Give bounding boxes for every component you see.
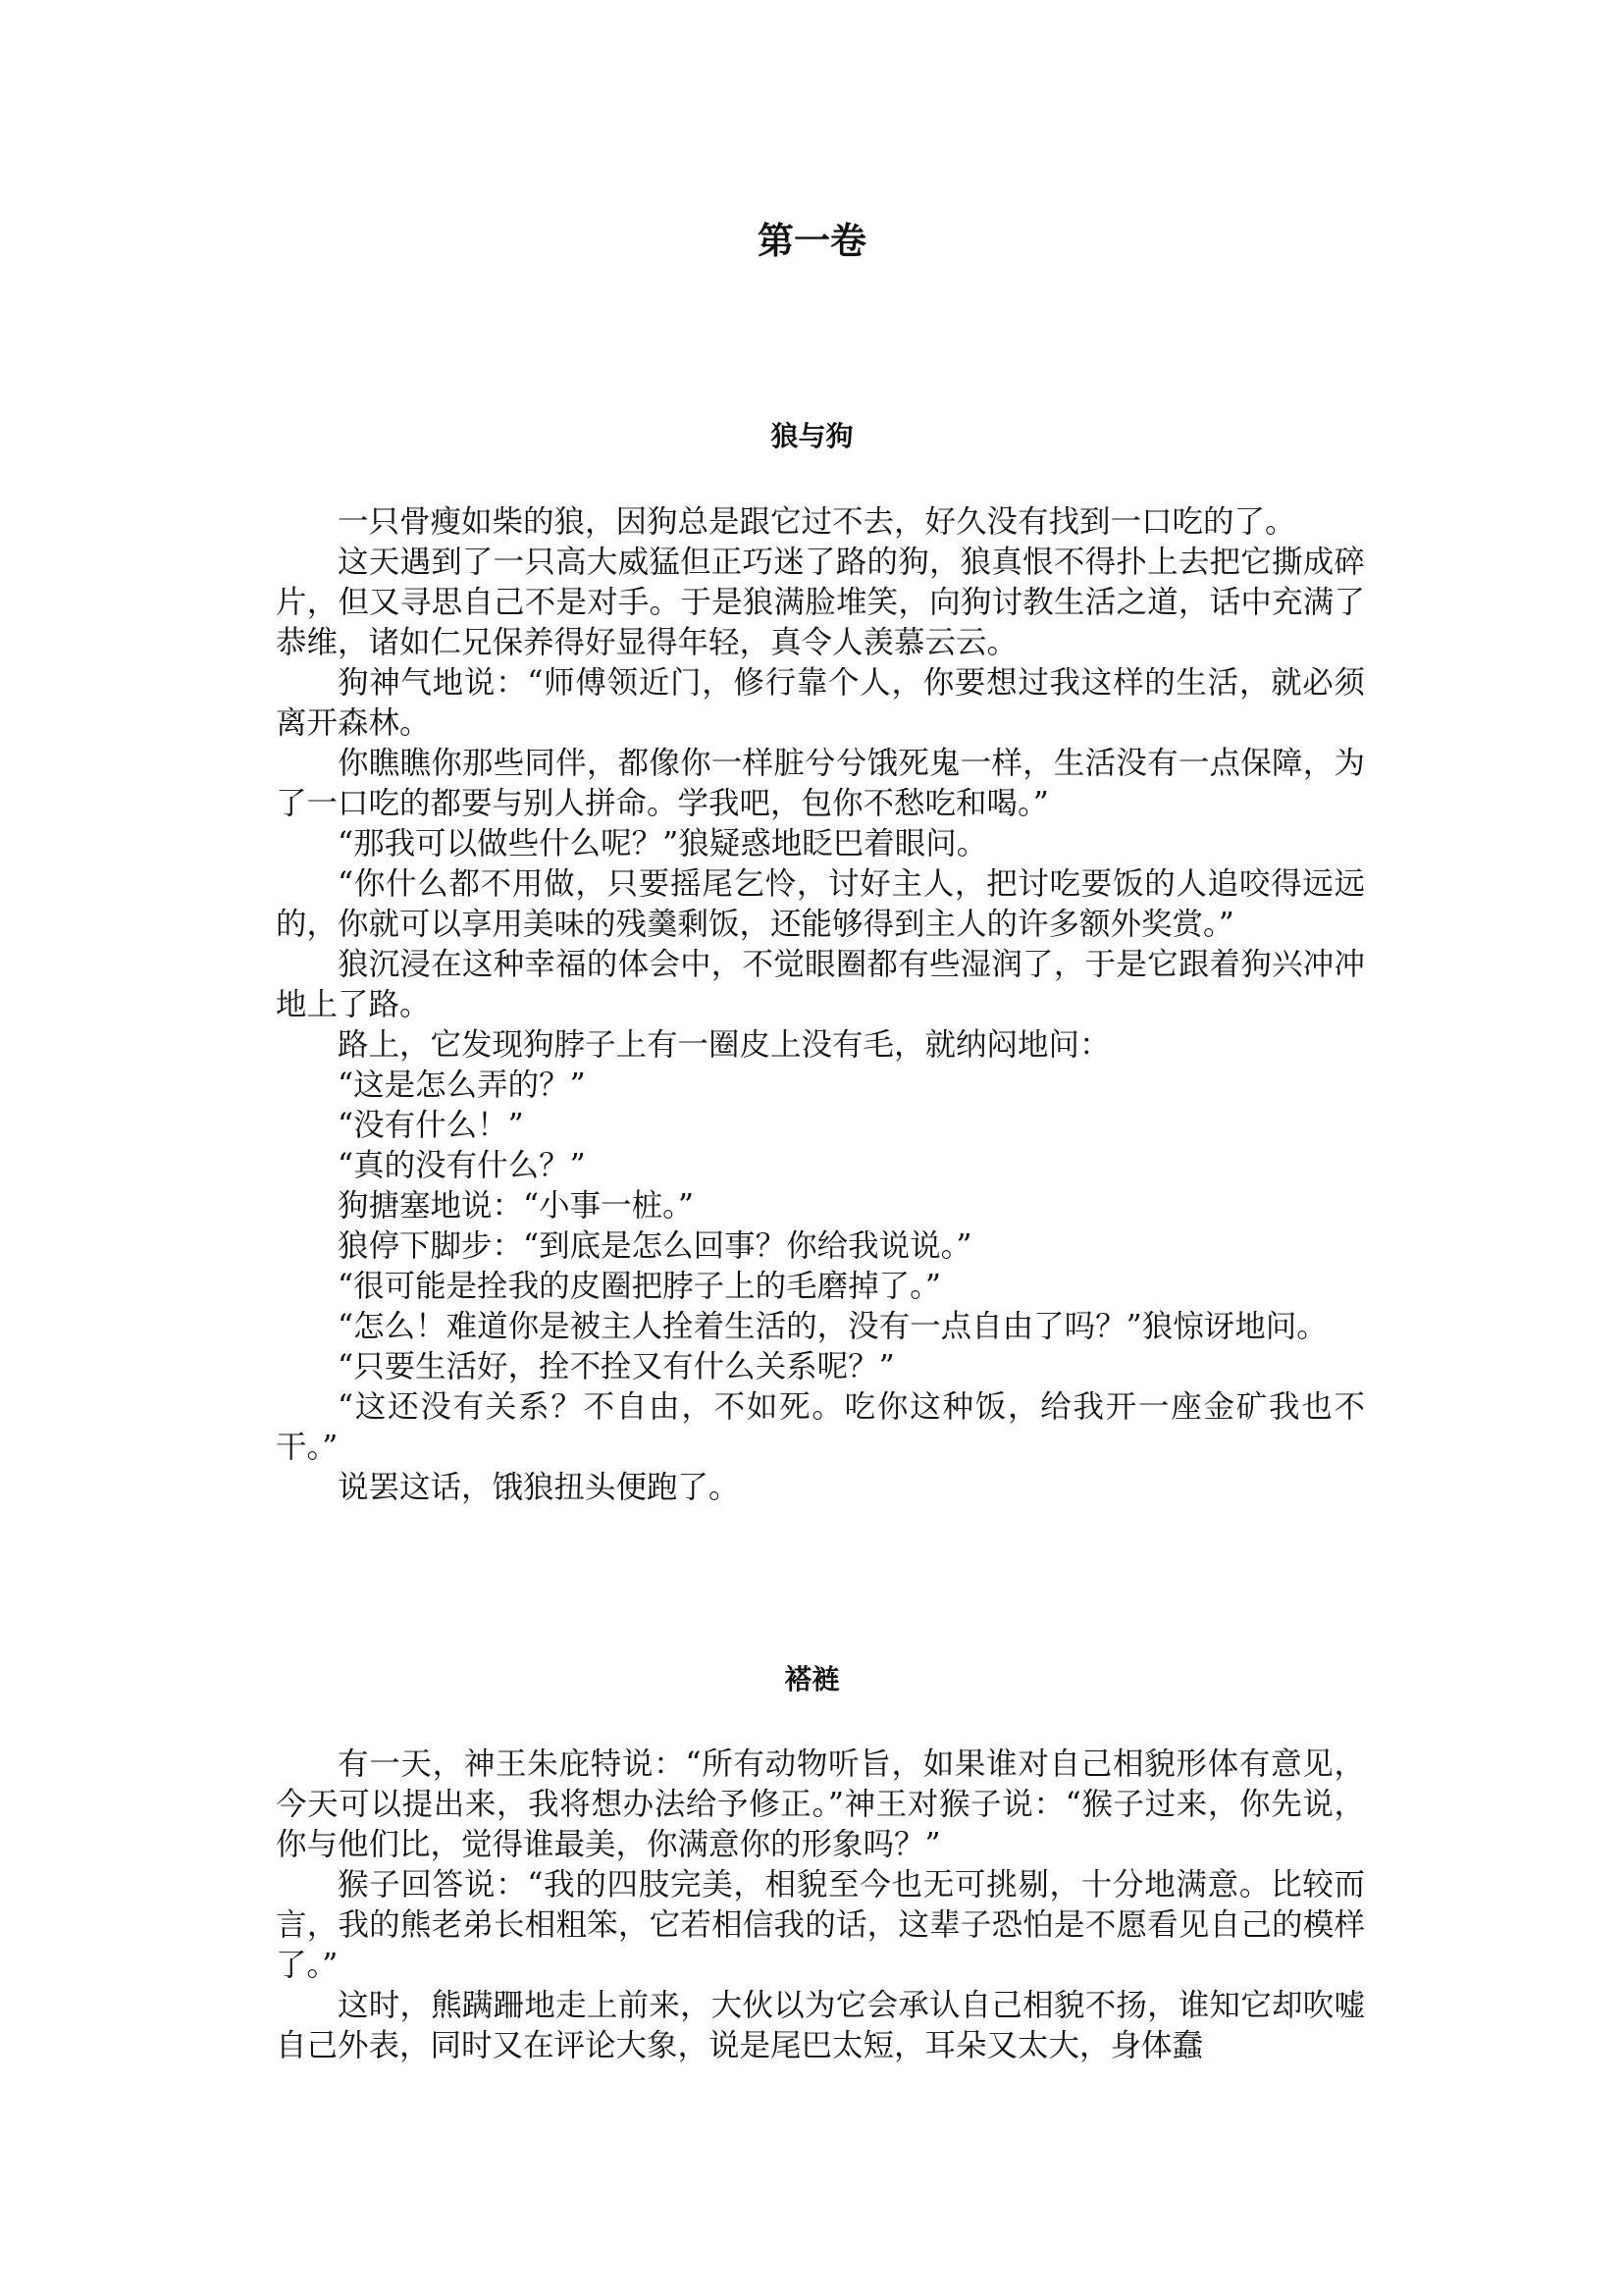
story-title-wolf-and-dog: 狼与狗 — [770, 420, 854, 452]
volume-title: 第一卷 — [758, 220, 866, 262]
paragraph: 这天遇到了一只高大威猛但正巧迷了路的狗，狼真恨不得扑上去把它撕成碎片，但又寻思自己不是对手。于是狼满脸堆笑，向狗讨教生活之道，话中充满了恭维，诸如仁兄保养得好显得年轻，真令人羡慕云云。 — [276, 545, 1365, 660]
paragraph: “你什么都不用做，只要摇尾乞怜，讨好主人，把讨吃要饭的人追咬得远远的，你就可以享用美味的残羹剩饭，还能够得到主人的许多额外奖赏。” — [276, 866, 1365, 942]
paragraph: “很可能是拴我的皮圈把脖子上的毛磨掉了。” — [338, 1269, 941, 1304]
paragraph: “没有什么！” — [338, 1108, 524, 1143]
paragraph: “那我可以做些什么呢？”狼疑惑地眨巴着眼问。 — [338, 826, 988, 861]
paragraph: “这还没有关系？不自由，不如死。吃你这种饭，给我开一座金矿我也不干。” — [276, 1389, 1365, 1465]
paragraph: 这时，熊蹒跚地走上前来，大伙以为它会承认自己相貌不扬，谁知它却吹嘘自己外表，同时又在评论大象，说是尾巴太短，耳朵又太大，身体蠢 — [276, 1988, 1365, 2063]
story-body-saddlebag — [276, 1745, 1365, 2066]
story-body-wolf-and-dog — [276, 502, 1365, 1508]
paragraph: 说罢这话，饿狼扭头便跑了。 — [338, 1470, 740, 1505]
paragraph: 你瞧瞧你那些同伴，都像你一样脏兮兮饿死鬼一样，生活没有一点保障，为了一口吃的都要与别人拼命。学我吧，包你不愁吃和喝。” — [276, 746, 1365, 821]
paragraph: 猴子回答说：“我的四肢完美，相貌至今也无可挑剔，十分地满意。比较而言，我的熊老弟长相粗笨，它若相信我的话，这辈子恐怕是不愿看见自己的模样了。” — [276, 1867, 1365, 1983]
paragraph: “这是怎么弄的？” — [338, 1068, 586, 1103]
paragraph: “只要生活好，拴不拴又有什么关系呢？” — [338, 1349, 895, 1384]
story-title-saddlebag: 褡裢 — [784, 1663, 840, 1695]
paragraph: “怎么！难道你是被主人拴着生活的，没有一点自由了吗？”狼惊讶地问。 — [338, 1309, 1328, 1344]
paragraph: 有一天，神王朱庇特说：“所有动物听旨，如果谁对自己相貌形体有意见，今天可以提出来，我将想办法给予修正。”神王对猴子说：“猴子过来，你先说，你与他们比，觉得谁最美，你满意你的形象吗？” — [276, 1747, 1365, 1862]
paragraph: “真的没有什么？” — [338, 1148, 586, 1183]
paragraph: 狼沉浸在这种幸福的体会中，不觉眼圈都有些湿润了，于是它跟着狗兴冲冲地上了路。 — [276, 947, 1365, 1022]
paragraph: 一只骨瘦如柴的狼，因狗总是跟它过不去，好久没有找到一口吃的了。 — [338, 504, 1296, 540]
paragraph: 路上，它发现狗脖子上有一圈皮上没有毛，就纳闷地问： — [338, 1027, 1111, 1063]
paragraph: 狼停下脚步：“到底是怎么回事？你给我说说。” — [338, 1228, 972, 1264]
paragraph: 狗搪塞地说：“小事一桩。” — [338, 1188, 694, 1224]
paragraph: 狗神气地说：“师傅领近门，修行靠个人，你要想过我这样的生活，就必须离开森林。 — [276, 665, 1365, 741]
